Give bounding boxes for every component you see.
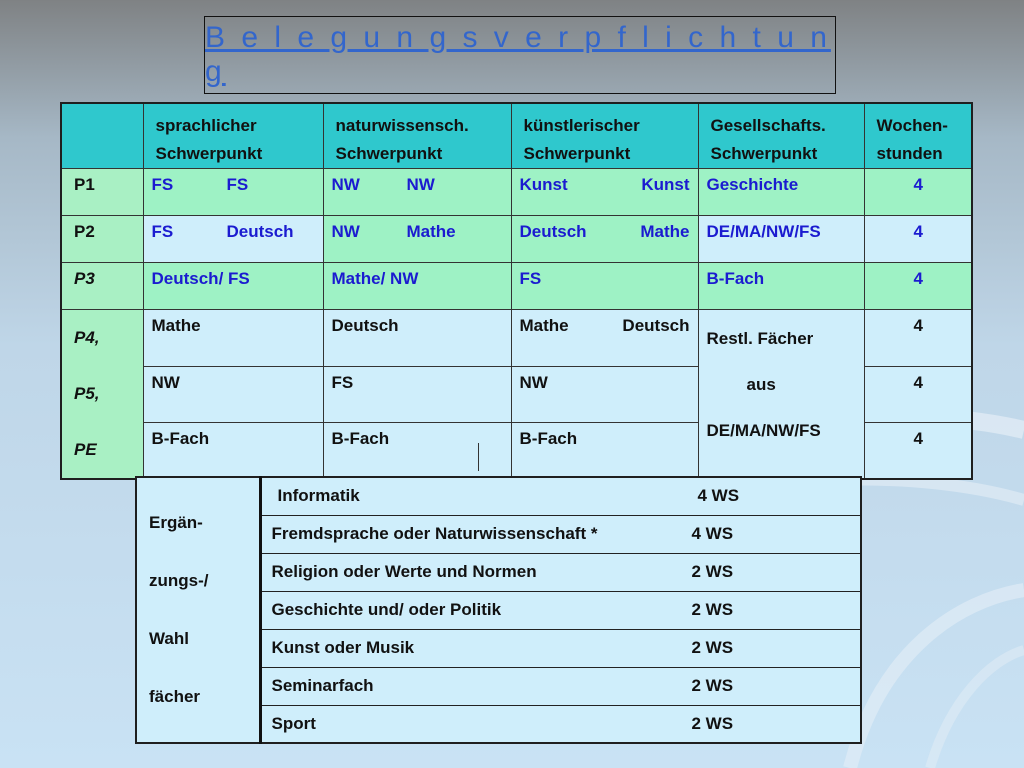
- cell: Mathe: [143, 310, 323, 367]
- hours-cell: 4: [864, 263, 972, 310]
- cell: NW: [143, 366, 323, 423]
- wahl-item: Geschichte und/ oder Politik 2 WS: [260, 591, 861, 629]
- cell: Mathe/ NW: [323, 263, 511, 310]
- hours-cell: 4: [864, 216, 972, 263]
- header-sprachlich: sprachlicher Schwerpunkt: [143, 103, 323, 169]
- cell: NW Mathe: [323, 216, 511, 263]
- wahl-item: Fremdsprache oder Naturwissenschaft * 4 WS: [260, 515, 861, 553]
- table-row-p3: [61, 263, 972, 310]
- header-kuenstlerisch: künstlerischer Schwerpunkt: [511, 103, 698, 169]
- table-row-p1: [61, 169, 972, 216]
- cell: FS FS: [143, 169, 323, 216]
- wahlfaecher-table: [135, 476, 862, 744]
- header-gesellschaft: Gesellschafts. Schwerpunkt: [698, 103, 864, 169]
- hours-cell: 4: [864, 423, 972, 480]
- wahl-row: [136, 477, 861, 515]
- wahl-item: Sport 2 WS: [260, 705, 861, 743]
- row-label-p2: P2: [61, 216, 143, 263]
- cell: Deutsch: [323, 310, 511, 367]
- table-row-p2: [61, 216, 972, 263]
- header-wochenstunden: Wochen- stunden: [864, 103, 972, 169]
- row-label-p1: P1: [61, 169, 143, 216]
- cell: B-Fach: [323, 423, 511, 480]
- wahl-item: Religion oder Werte und Normen 2 WS: [260, 553, 861, 591]
- wahl-item: Informatik 4 WS: [260, 477, 861, 515]
- cell: Deutsch/ FS: [143, 263, 323, 310]
- cell: Geschichte: [698, 169, 864, 216]
- cell: NW NW: [323, 169, 511, 216]
- header-naturwiss: naturwissensch. Schwerpunkt: [323, 103, 511, 169]
- wahl-item: Kunst oder Musik 2 WS: [260, 629, 861, 667]
- page-title: B e l e g u n g s v e r p f l i c h t u n g: [205, 21, 831, 88]
- title-box: [204, 16, 836, 94]
- cell: Kunst Kunst: [511, 169, 698, 216]
- cell: Deutsch Mathe: [511, 216, 698, 263]
- cell: FS: [323, 366, 511, 423]
- header-empty-cell: [61, 103, 143, 169]
- cell: FS Deutsch: [143, 216, 323, 263]
- belegung-table: [60, 102, 973, 480]
- row-label-p3: P3: [61, 263, 143, 310]
- hours-cell: 4: [864, 310, 972, 367]
- table-header-row: [61, 103, 972, 169]
- cell: NW: [511, 366, 698, 423]
- cell: B-Fach: [698, 263, 864, 310]
- cell: Mathe Deutsch: [511, 310, 698, 367]
- hours-cell: 4: [864, 169, 972, 216]
- table-row-p4: [61, 310, 972, 367]
- wahl-side-label: Ergän- zungs-/ Wahl fächer: [136, 477, 260, 743]
- hours-cell: 4: [864, 366, 972, 423]
- wahl-item: Seminarfach 2 WS: [260, 667, 861, 705]
- cell: B-Fach: [143, 423, 323, 480]
- cell: B-Fach: [511, 423, 698, 480]
- divider-line: [478, 443, 479, 471]
- merged-restl-faecher: Restl. Fächer aus DE/MA/NW/FS: [698, 310, 864, 480]
- cell: FS: [511, 263, 698, 310]
- row-label-p4-p5-pe: P4, P5, PE: [61, 310, 143, 480]
- cell: DE/MA/NW/FS: [698, 216, 864, 263]
